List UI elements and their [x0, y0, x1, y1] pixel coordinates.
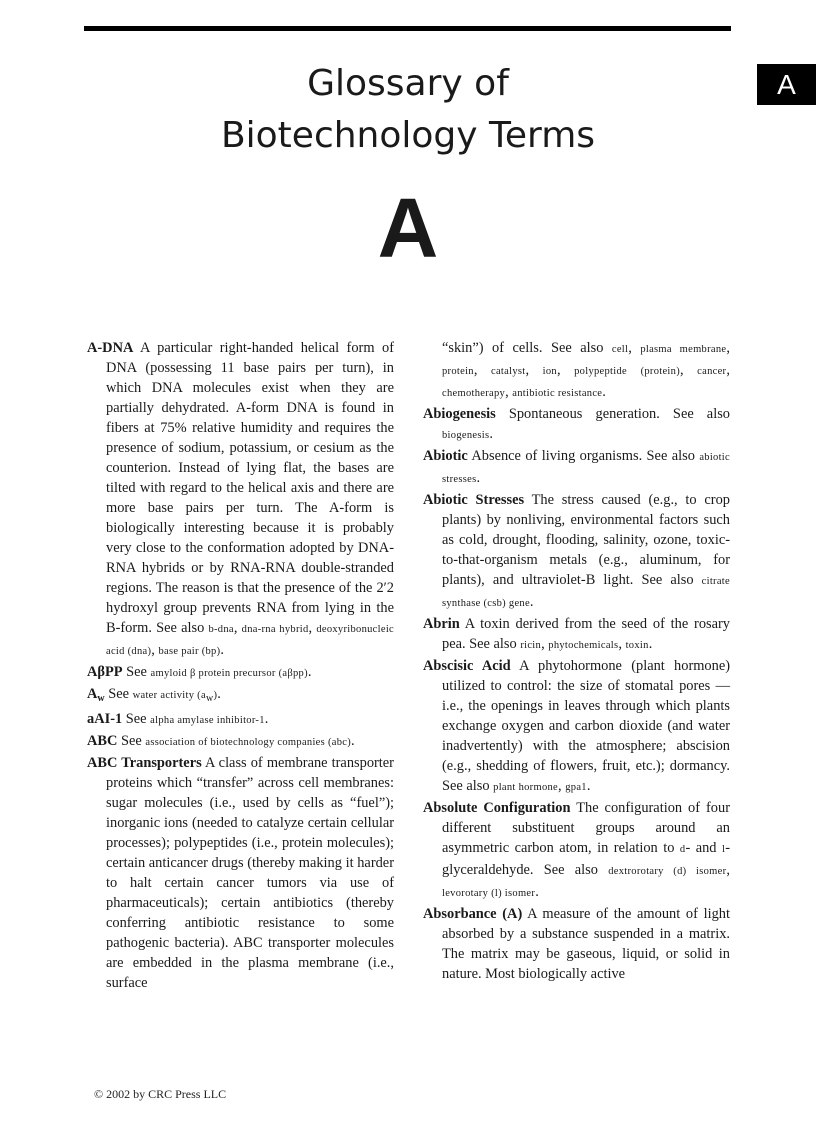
glossary-entry-aai-1: aAI-1 See alpha amylase inhibitor-1. [87, 711, 269, 727]
cross-ref: polypeptide [574, 366, 627, 377]
section-letter: A [377, 181, 439, 275]
glossary-entry-abscisic-acid: Abscisic Acid A phytohormone (plant hormone) utilized to control: the size of stomatal pores — i.e., the openings in leaves through which plants exchange oxygen and carbon dioxide (and water inadvertently) with the atmosphere; abscision (e.g., shedding of flowers, fruit, etc.); dormancy. See also plant hormone, gpa1. [423, 658, 731, 794]
cross-ref: chemotherapy [442, 388, 506, 399]
glossary-entry-abc-transporters [87, 753, 394, 993]
cross-ref: d [679, 844, 686, 855]
cross-ref: dextrorotary (d) isomer [608, 866, 727, 877]
entry-term: ABC [87, 733, 118, 749]
cross-ref: protein [442, 366, 474, 377]
cross-ref: ricin [520, 640, 542, 651]
cross-ref: gpa1 [565, 782, 587, 793]
cross-ref: phytochemicals [548, 640, 619, 651]
glossary-entry-absorbance [423, 904, 730, 984]
cross-ref: plant hormone [493, 782, 559, 793]
cross-ref: citrate synthase (csb) gene [442, 576, 730, 609]
section-tab: A [757, 64, 816, 105]
entry-term: Abiogenesis [423, 406, 496, 422]
entry-term: Abrin [423, 616, 460, 632]
cross-ref: cancer [697, 366, 727, 377]
cross-ref: amyloid β protein precursor (aβpp) [150, 668, 308, 679]
entry-term: Absorbance (A) [423, 906, 523, 922]
glossary-entry-abiotic: Abiotic Absence of living organisms. See also abiotic stresses. [423, 448, 730, 486]
glossary-entry-abiogenesis: Abiogenesis Spontaneous generation. See also biogenesis. [423, 406, 730, 442]
cross-ref: water activity (aw) [132, 690, 218, 704]
glossary-entry-absolute-configuration: Absolute Configuration The configuration of four different substituent groups around an asymmetric carbon atom, in relation to d- and l-glyceraldehyde. See also dextrorotary (d) isomer, levorotary (l) isomer. [423, 800, 730, 900]
glossary-entry-continuation: “skin”) of cells. See also cell, plasma membrane, protein, catalyst, ion, polypeptide (protein), cancer, chemotherapy, antibiotic resistance. [442, 340, 730, 400]
cross-ref: toxin [625, 640, 649, 651]
entry-term: aAI-1 [87, 711, 123, 727]
glossary-entry-abiotic-stresses: Abiotic Stresses The stress caused (e.g., to crop plants) by nonliving, environmental factors such as cold, drought, flooding, salinity, ozone, toxic-to-that-organism metals (e.g., aluminum, for plants), and ultraviolet-B light. See also citrate synthase (csb) gene. [423, 492, 730, 610]
entry-term: Absolute Configuration [423, 800, 571, 816]
entry-term: Abiotic Stresses [423, 492, 525, 508]
glossary-entry-abrin: Abrin A toxin derived from the seed of the rosary pea. See also ricin, phytochemicals, toxin. [423, 616, 730, 652]
cross-ref: base pair (bp) [158, 646, 221, 657]
page-title [0, 58, 816, 162]
entry-text: A particular right-handed helical form of DNA (possessing 11 base pairs per turn), in which DNA molecules exist when they are partially dehydrated. A-form DNA is found in fibers at 75% relative humidity and requires the presence of sodium, potassium, or cesium as the counterion. Instead of lying flat, the bases are tilted with regard to the helical axis and there are more base pairs per turn. The A-form is biologically interesting because it is probably very close to the conformation adopted by DNA-RNA hybrids or by RNA-RNA double-stranded regions. The reason is that the presence of the 2′2 hydroxyl group prevents RNA from lying in the B-form. See also [106, 340, 394, 636]
title-line-2: Biotechnology Terms [220, 115, 596, 156]
entry-term: AβPP [87, 664, 123, 680]
top-rule [84, 26, 731, 31]
entry-term: ABC Transporters [87, 755, 202, 771]
cross-ref: antibiotic resistance [512, 388, 603, 399]
glossary-entry-abpp: AβPP See amyloid β protein precursor (aβpp). [87, 664, 312, 680]
cross-ref: deoxyribonucleic acid (dna) [106, 624, 395, 657]
glossary-entry-aw: $A_w$ See water activity (aw). [87, 686, 221, 704]
glossary-entry-abc: ABC See association of biotechnology companies (abc). [87, 733, 355, 749]
copyright-footer: © 2002 by CRC Press LLC [94, 1087, 227, 1101]
entry-text: A measure of the amount of light absorbed by a substance suspended in a matrix. The matrix may be gaseous, liquid, or solid in nature. Most biologically active [442, 906, 730, 982]
entry-term: Abiotic [423, 448, 468, 464]
cross-ref: levorotary (l) isomer [442, 888, 536, 899]
cross-ref: alpha amylase inhibitor-1 [150, 715, 265, 726]
cross-ref: ion [542, 366, 557, 377]
cross-ref: abiotic stresses [442, 452, 730, 485]
cross-ref: l [721, 844, 726, 855]
cross-ref: (protein) [640, 366, 680, 377]
cross-ref: dna-rna hybrid [241, 624, 309, 635]
title-line-1: Glossary of [307, 63, 509, 104]
entry-term: $A_w$ [87, 686, 105, 704]
cross-ref: biogenesis [442, 430, 490, 441]
glossary-entry-a-dna: A-DNA A particular right-handed helical form of DNA (possessing 11 base pairs per turn), in which DNA molecules exist when they are partially dehydrated. A-form DNA is found in fibers at 75% relative humidity and requires the presence of sodium, potassium, or cesium as the counterion. Instead of lying flat, the bases are tilted with regard to the helical axis and there are more base pairs per turn. The A-form is biologically interesting because it is probably very close to the conformation adopted by DNA-RNA hybrids or by RNA-RNA double-stranded regions. The reason is that the presence of the 2′2 hydroxyl group prevents RNA from lying in the B-form. See also b-dna, dna-rna hybrid, deoxyribonucleic acid (dna), base pair (bp). [87, 340, 395, 658]
cross-ref: b-dna [208, 624, 234, 635]
entry-term: A-DNA [87, 340, 134, 356]
right-column [423, 338, 730, 984]
cross-ref: plasma membrane [640, 344, 727, 355]
left-column [87, 338, 394, 993]
cross-ref: cell [611, 344, 629, 355]
entry-term: Abscisic Acid [423, 658, 511, 674]
cross-ref: association of biotechnology companies (abc) [145, 737, 352, 748]
entry-text: A class of membrane transporter proteins which “transfer” across cell membranes: sugar molecules (i.e., used by cells as “fuel”); inorganic ions (needed to catalyze certain cellular processes); polypeptides (i.e., protein molecules); certain anticancer drugs (thereby making it harder to halt certain cancer tumors via use of pharmaceuticals); certain antibiotics (thereby conferring antibiotic resistance to some pathogenic bacteria). ABC transporter molecules are embedded in the plasma membrane (i.e., surface [106, 755, 394, 991]
cross-ref: catalyst [491, 366, 526, 377]
